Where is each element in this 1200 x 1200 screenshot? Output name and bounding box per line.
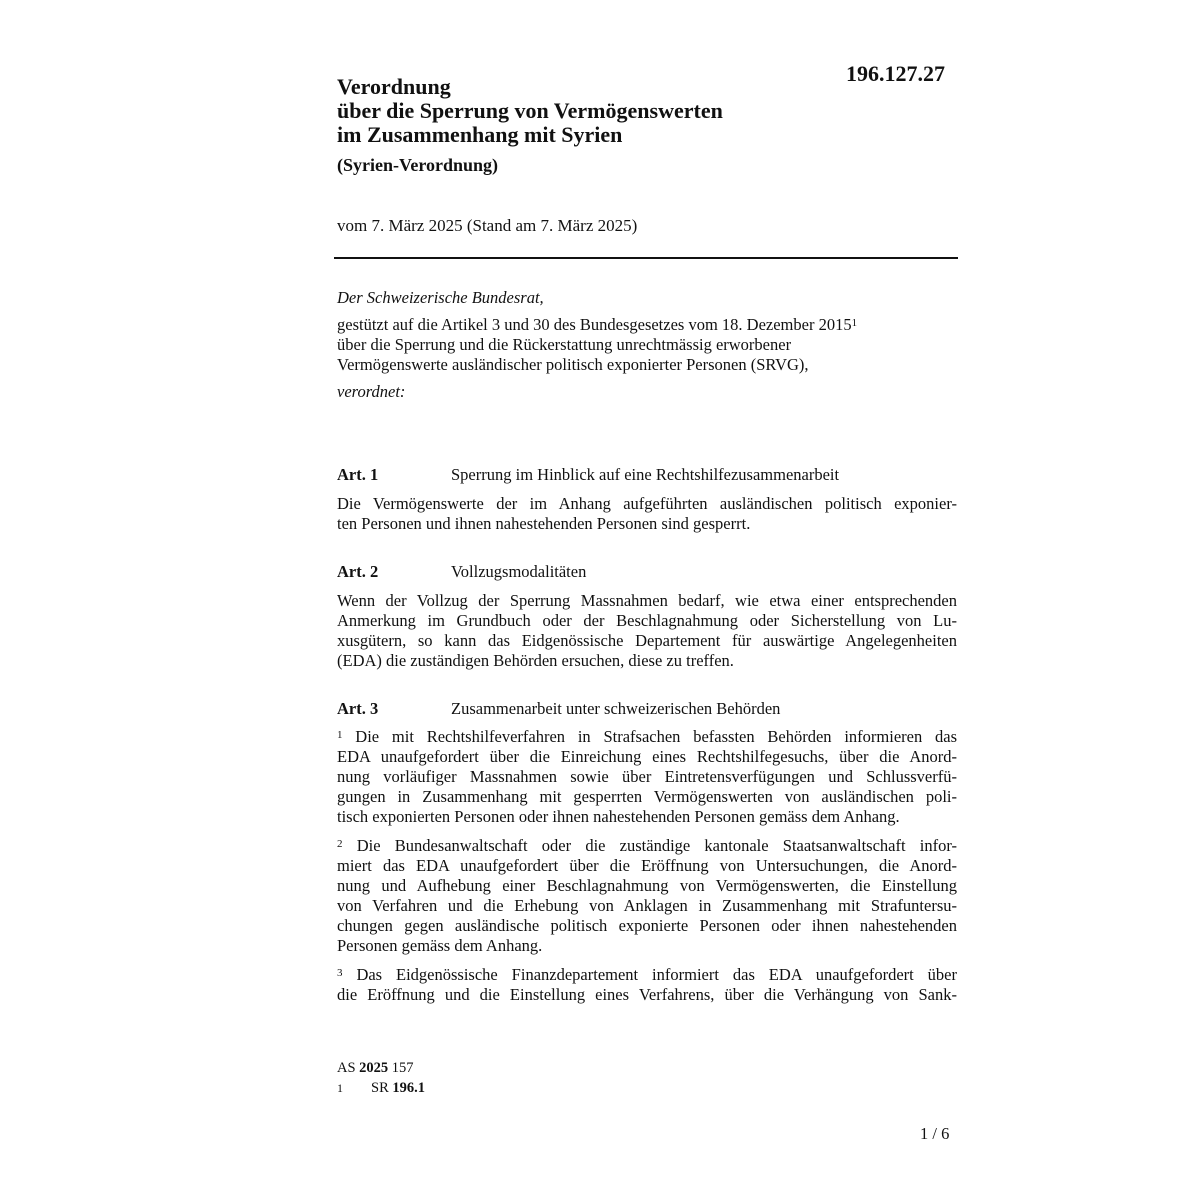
title-line: Verordnung: [337, 74, 451, 99]
text-line: Anmerkung im Grundbuch oder der Beschlagnahmung oder Sicherstellung von Lu-: [337, 611, 957, 630]
page-number: 1 / 6: [920, 1124, 950, 1143]
text-line: Wenn der Vollzug der Sperrung Massnahmen bedarf, wie etwa einer entsprechenden: [337, 591, 957, 610]
text-line: miert das EDA unaufgefordert über die Eröffnung von Untersuchungen, die Anord-: [337, 856, 957, 875]
article-3-paragraph-1: [337, 727, 957, 827]
text-line: Personen gemäss dem Anhang.: [337, 936, 543, 955]
text-line: tisch exponierten Personen oder ihnen nahestehenden Personen gemäss dem Anhang.: [337, 807, 900, 826]
article-title: Zusammenarbeit unter schweizerischen Behörden: [451, 699, 781, 718]
text-line: nung vorläufiger Massnahmen sowie über Eintretensverfügungen und Schlussverfü-: [337, 767, 957, 786]
text-line: $^3$ Das Eidgenössische Finanzdepartement informiert das EDA unaufgefordert über: [337, 965, 957, 984]
text-line: die Eröffnung und die Einstellung eines Verfahrens, über die Verhängung von Sank-: [337, 985, 957, 1004]
article-1-text: [337, 494, 957, 534]
article-3-paragraph-3: [337, 965, 957, 1005]
document-title: [337, 75, 723, 147]
text-line: $^2$ Die Bundesanwaltschaft oder die zuständige kantonale Staatsanwaltschaft infor-: [337, 836, 958, 855]
paragraph-number: 3: [337, 967, 343, 979]
paragraph-number: 1: [337, 729, 343, 741]
sr-number: 196.127.27: [846, 61, 945, 86]
short-title: (Syrien-Verordnung): [337, 155, 499, 175]
preamble-line: Vermögenswerte ausländischer politisch exponierter Personen (SRVG),: [337, 355, 809, 374]
preamble-decrees: verordnet:: [337, 382, 406, 401]
title-line: über die Sperrung von Vermögenswerten: [337, 98, 723, 123]
title-line: im Zusammenhang mit Syrien: [337, 122, 623, 147]
footnote-1: 1 SR 196.1: [337, 1080, 425, 1096]
article-number: Art. 3: [337, 699, 379, 718]
text-line: ten Personen und ihnen nahestehenden Personen sind gesperrt.: [337, 514, 751, 533]
preamble-line: über die Sperrung und die Rückerstattung unrechtmässig erworbener: [337, 335, 792, 354]
article-number: Art. 1: [337, 465, 379, 484]
article-title: Sperrung im Hinblick auf eine Rechtshilfezusammenarbeit: [451, 465, 840, 484]
article-3-paragraph-2: [337, 836, 957, 956]
text-line: gungen in Zusammenhang mit gesperrten Vermögenswerten von ausländischen poli-: [337, 787, 957, 806]
text-line: xusgütern, so kann das Eidgenössische Departement für auswärtige Angelegenheiten: [337, 631, 957, 650]
text-line: Die Vermögenswerte der im Anhang aufgeführten ausländischen politisch exponier-: [337, 494, 957, 513]
preamble-basis: [337, 315, 957, 375]
article-title: Vollzugsmodalitäten: [451, 562, 587, 581]
as-reference: AS 2025 157: [337, 1060, 414, 1076]
article-number: Art. 2: [337, 562, 379, 581]
text-line: nung und Aufhebung einer Beschlagnahmung von Vermögenswerten, die Einstellung: [337, 876, 957, 895]
footnote-mark: 1: [337, 1081, 343, 1095]
text-line: von Verfahren und die Erhebung von Anklagen in Zusammenhang mit Strafuntersu-: [337, 896, 957, 915]
article-2-text: [337, 591, 957, 671]
footnote-ref-1[interactable]: 1: [851, 317, 858, 329]
text-line: EDA unaufgefordert über die Einreichung eines Rechtshilfegesuchs, über die Anord-: [337, 747, 957, 766]
text-line: (EDA) die zuständigen Behörden ersuchen, diese zu treffen.: [337, 651, 734, 670]
header-divider: [334, 257, 958, 259]
date-line: vom 7. März 2025 (Stand am 7. März 2025): [337, 216, 638, 235]
page-footer: [337, 1058, 425, 1098]
text-line: $^1$ Die mit Rechtshilfeverfahren in Strafsachen befassten Behörden informieren das: [337, 727, 957, 746]
preamble-authority: Der Schweizerische Bundesrat,: [337, 288, 544, 307]
text-line: chungen gegen ausländische politisch exponierte Personen oder ihnen nahestehenden: [337, 916, 957, 935]
paragraph-number: 2: [337, 838, 343, 850]
preamble-line: gestützt auf die Artikel 3 und 30 des Bundesgesetzes vom 18. Dezember 2015$^1$: [337, 315, 858, 334]
